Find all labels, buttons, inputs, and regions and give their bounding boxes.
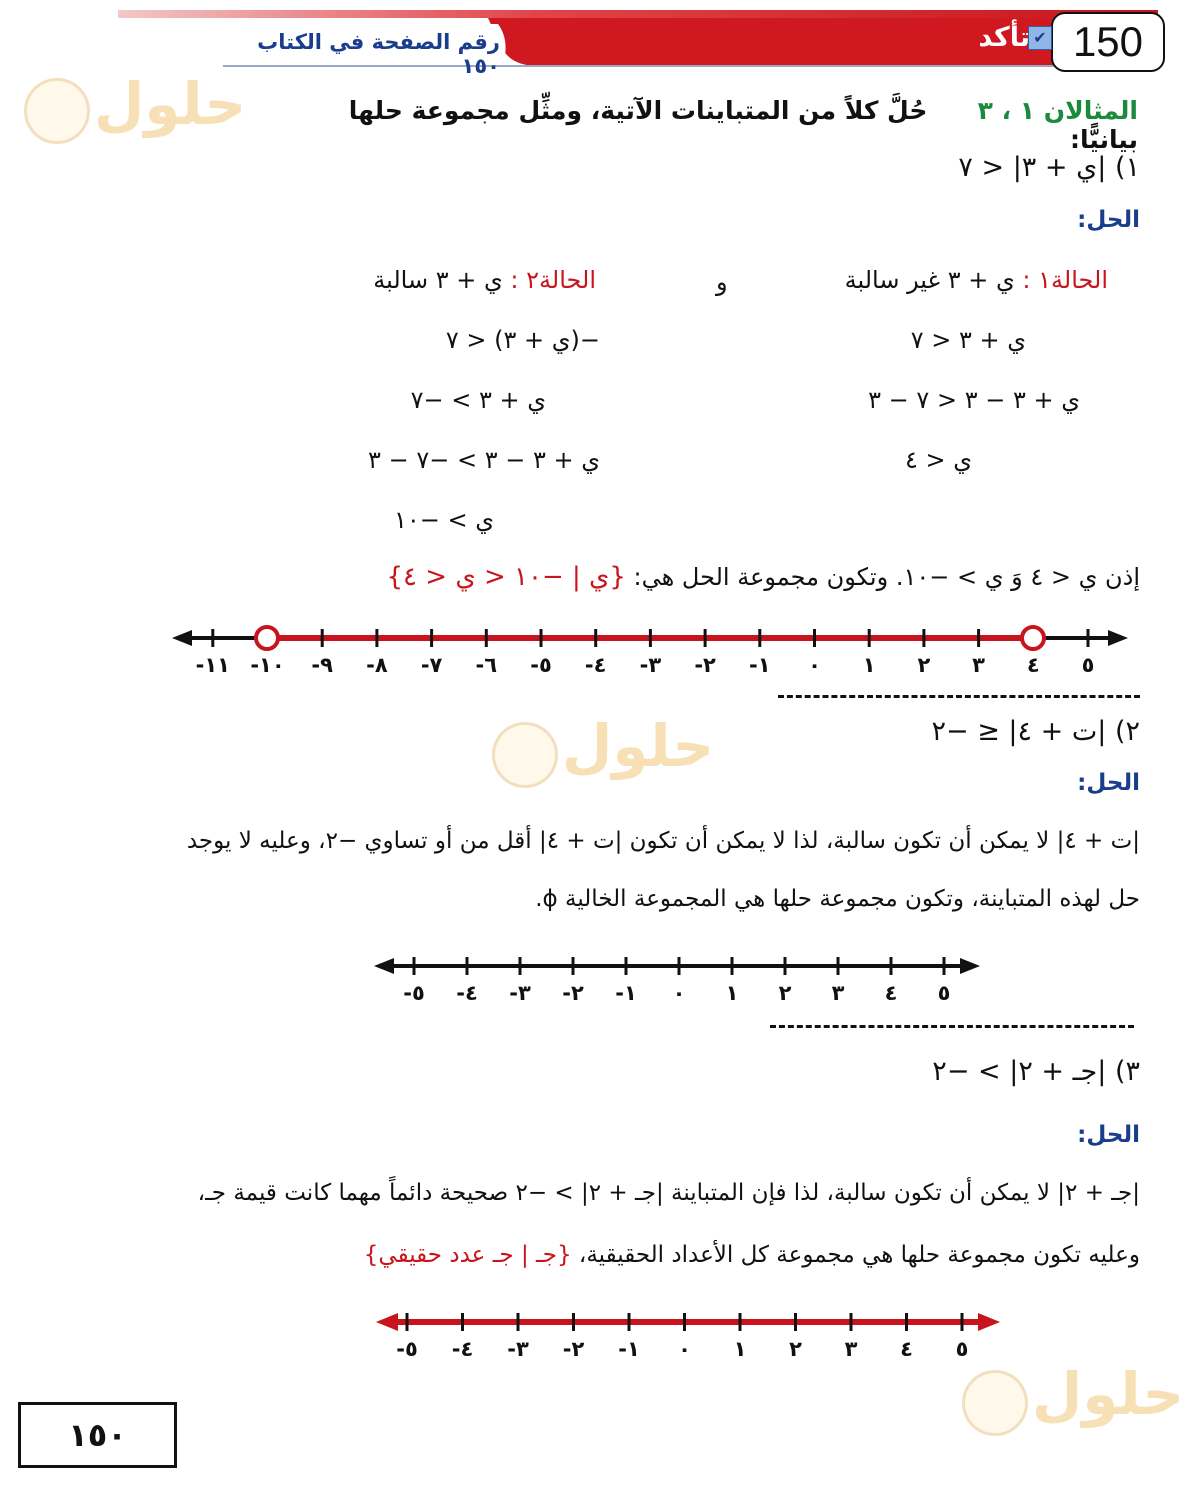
number-line-label: -١ xyxy=(749,653,771,677)
q1-conclusion-text: إذن ي < ٤ وَ ي > −١٠. وتكون مجموعة الحل هي: xyxy=(633,563,1140,591)
number-line-label: ٣ xyxy=(831,981,845,1005)
open-circle-four xyxy=(1022,627,1044,649)
q2-heading xyxy=(931,716,1140,747)
q3-heading xyxy=(932,1056,1140,1087)
q2-explanation: حل لهذه المتباينة، وتكون مجموعة حلها هي المجموعة الخالية ϕ. xyxy=(535,886,1140,912)
number-line-label: ٥ xyxy=(937,981,951,1005)
number-line-label: ٤ xyxy=(884,981,898,1005)
number-line-label: -٥ xyxy=(530,653,552,677)
pencil-book-icon xyxy=(492,722,558,788)
pencil-book-icon xyxy=(962,1370,1028,1436)
q2-inequality: |ت + ٤| ≤ −٢ xyxy=(931,716,1107,747)
q2-number: ٢) xyxy=(1114,716,1140,747)
number-line-label: -٢ xyxy=(562,1337,585,1361)
q1-case1-step: ي < ٤ xyxy=(904,446,972,474)
q1-heading xyxy=(958,152,1140,183)
number-line-label: -٦ xyxy=(475,653,498,677)
footer-page-number: ١٥٠ xyxy=(18,1402,177,1468)
number-line-label: ٠ xyxy=(672,981,686,1005)
q1-case2-text: ي + ٣ سالبة xyxy=(373,266,503,294)
q1-solution-set: {ي | −١٠ < ي < ٤} xyxy=(386,562,626,592)
instruction-text: حُلَّ كلاً من المتباينات الآتية، ومثِّل مجموعة حلها بيانيًّا: xyxy=(348,96,1138,154)
q2-solution-label: الحل: xyxy=(1077,770,1140,796)
left-arrow-icon xyxy=(374,958,394,974)
number-line-label: -٤ xyxy=(456,981,478,1005)
number-line-label: ٠ xyxy=(678,1337,691,1361)
divider xyxy=(770,1025,1134,1028)
number-line-label: ٤ xyxy=(1026,653,1040,677)
check-icon: ✔ xyxy=(1028,26,1052,50)
watermark-text: حلول xyxy=(1032,1360,1185,1428)
number-line-label: ٥ xyxy=(1081,653,1095,677)
q1-case1-step: ي + ٣ − ٣ < ٧ − ٣ xyxy=(868,386,1080,414)
number-line-label: -١ xyxy=(615,981,637,1005)
q3-explanation: |جـ + ٢| لا يمكن أن تكون سالبة، لذا فإن المتباينة |جـ + ٢| > −٢ صحيحة دائماً مهما كانت قيمة جـ، xyxy=(197,1180,1140,1206)
number-line-label: -١٠ xyxy=(250,653,285,677)
book-page-reference: رقم الصفحة في الكتاب ١٥٠ xyxy=(257,30,500,78)
number-line-label: ٣ xyxy=(844,1337,858,1361)
q3-solution-label: الحل: xyxy=(1077,1122,1140,1148)
q3-number-line xyxy=(374,1308,1002,1364)
right-arrow-icon xyxy=(1108,630,1128,646)
watermark-text: حلول xyxy=(94,70,247,138)
pencil-book-icon xyxy=(24,78,90,144)
number-line-label: -٥ xyxy=(403,981,425,1005)
number-line-label: ٠ xyxy=(808,653,821,677)
q3-solution-set: {جـ | جـ عدد حقيقي} xyxy=(363,1242,572,1268)
number-line-label: ٤ xyxy=(900,1337,913,1361)
number-line-label: -٩ xyxy=(311,653,333,677)
q3-number: ٣) xyxy=(1114,1056,1140,1087)
q1-case2-step: ي + ٣ > −٧ xyxy=(410,386,546,414)
q1-inequality: |ي + ٣| < ٧ xyxy=(958,152,1107,183)
q1-solution-label: الحل: xyxy=(1077,207,1140,233)
number-line-label: -٨ xyxy=(366,653,388,677)
intro-line xyxy=(318,96,1138,154)
q1-case2-step: ي + ٣ − ٣ > −٧ − ٣ xyxy=(368,446,600,474)
number-line-label: ٣ xyxy=(972,653,986,677)
divider xyxy=(778,695,1140,698)
number-line-label: ٢ xyxy=(778,981,792,1005)
right-arrow-icon xyxy=(960,958,980,974)
number-line-label: -٧ xyxy=(420,653,443,677)
number-line-label: -٢ xyxy=(694,653,716,677)
q1-case2-step: ي > −١٠ xyxy=(393,506,494,534)
number-line-label: ١ xyxy=(862,653,876,677)
number-line-label: ٥ xyxy=(955,1337,969,1361)
q2-number-line xyxy=(372,952,982,1008)
number-line-label: -٣ xyxy=(507,1337,529,1361)
q1-case1-heading xyxy=(845,266,1108,294)
q1-case1-step: ي + ٣ < ٧ xyxy=(910,326,1026,354)
number-line-label: -٣ xyxy=(509,981,531,1005)
q2-explanation: |ت + ٤| لا يمكن أن تكون سالبة، لذا لا يمكن أن تكون |ت + ٤| أقل من أو تساوي −٢، وعليه لا يوجد xyxy=(186,828,1140,854)
q1-number-line xyxy=(170,618,1130,680)
number-line-label: ١ xyxy=(733,1337,747,1361)
watermark-text: حلول xyxy=(562,712,715,780)
number-line-label: ٢ xyxy=(789,1337,802,1361)
right-arrow-icon xyxy=(978,1313,1000,1331)
number-line-label: -٤ xyxy=(584,653,607,677)
section-title: تأكد xyxy=(978,22,1030,53)
q1-case1-text: ي + ٣ غير سالبة xyxy=(844,266,1015,294)
number-line-label: -٣ xyxy=(639,653,662,677)
number-line-label: ١ xyxy=(725,981,739,1005)
q3-inequality: |جـ + ٢| > −٢ xyxy=(932,1056,1107,1087)
number-line-label: -٤ xyxy=(451,1337,474,1361)
number-line-label: -٥ xyxy=(396,1337,418,1361)
left-arrow-icon xyxy=(376,1313,398,1331)
q1-case2-label: الحالة٢ : xyxy=(510,266,596,294)
q1-and-word: و xyxy=(716,268,728,296)
q3-explanation-line2: وعليه تكون مجموعة حلها هي مجموعة كل الأعداد الحقيقية، {جـ | جـ عدد حقيقي} xyxy=(363,1242,1140,1268)
number-line-label: -٢ xyxy=(562,981,584,1005)
number-line-label: -١١ xyxy=(195,653,230,677)
q1-conclusion xyxy=(387,562,1141,592)
left-arrow-icon xyxy=(172,630,192,646)
page-number-badge: 150 xyxy=(1051,12,1165,72)
number-line-label: ٢ xyxy=(917,653,931,677)
examples-label: المثالان ١ ، ٣ xyxy=(977,96,1138,125)
q1-case1-label: الحالة١ : xyxy=(1022,266,1108,294)
q1-number: ١) xyxy=(1114,152,1140,183)
open-circle-minus-ten xyxy=(256,627,278,649)
number-line-label: -١ xyxy=(618,1337,640,1361)
q1-case2-heading xyxy=(373,266,596,294)
q1-case2-step: −(ي + ٣) < ٧ xyxy=(445,326,600,354)
